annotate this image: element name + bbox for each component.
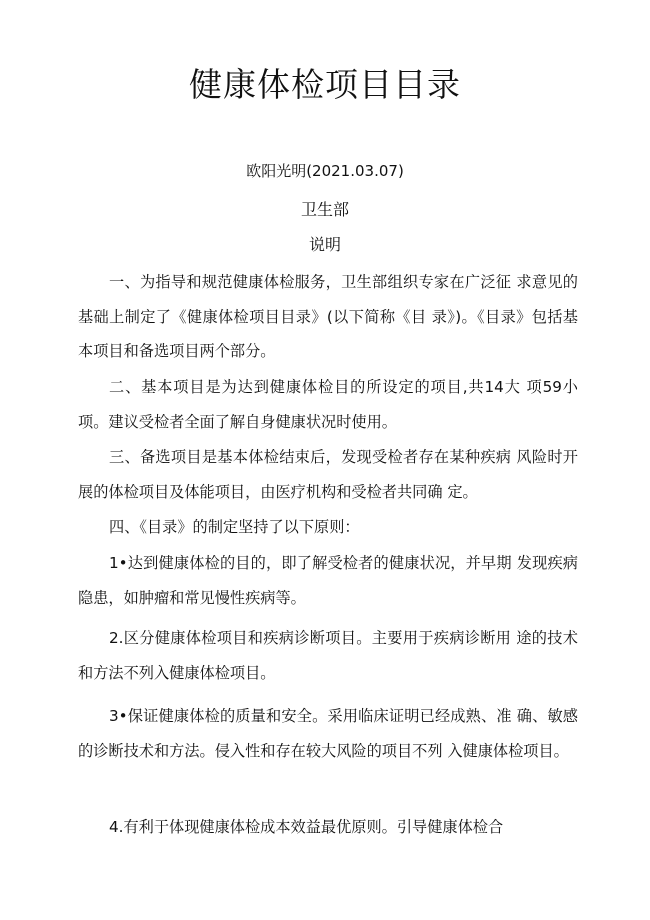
author-line: 欧阳光明(2021.03.07) — [246, 162, 404, 180]
paragraph-1: 一、为指导和规范健康体检服务，卫生部组织专家在广泛征 求意见的基础上制定了《健康体检项目目录》(以下简称《目 录》)。《目录》包括基本项目和备选项目两个部分。 — [78, 273, 578, 360]
paragraph-8: 4.有利于体现健康体检成本效益最优原则。引导健康体检合 — [109, 818, 504, 836]
paragraph-6: 2.区分健康体检项目和疾病诊断项目。主要用于疾病诊断用 途的技术和方法不列入健康体检项目。 — [78, 629, 578, 682]
paragraph-3: 三、备选项目是基本体检结束后，发现受检者存在某种疾病 风险时开展的体检项目及体能项目，由医疗机构和受检者共同确 定。 — [78, 448, 578, 501]
paragraph-5: 1•达到健康体检的目的，即了解受检者的健康状况，并早期 发现疾病隐患，如肿瘤和常见慢性疾病等。 — [78, 554, 578, 607]
paragraph-7: 3•保证健康体检的质量和安全。采用临床证明已经成熟、准 确、敏感的诊断技术和方法。侵入性和存在较大风险的项目不列 入健康体检项目。 — [78, 707, 578, 760]
paragraph-4: 四、《目录》的制定坚持了以下原则： — [109, 518, 360, 536]
document-title: 健康体检项目目录 — [189, 65, 461, 104]
section-heading: 说明 — [308, 235, 341, 254]
paragraph-2: 二、基本项目是为达到健康体检目的所设定的项目,共14大 项59小项。建议受检者全面了解自身健康状况时使用。 — [78, 378, 578, 431]
department-name: 卫生部 — [300, 200, 349, 219]
